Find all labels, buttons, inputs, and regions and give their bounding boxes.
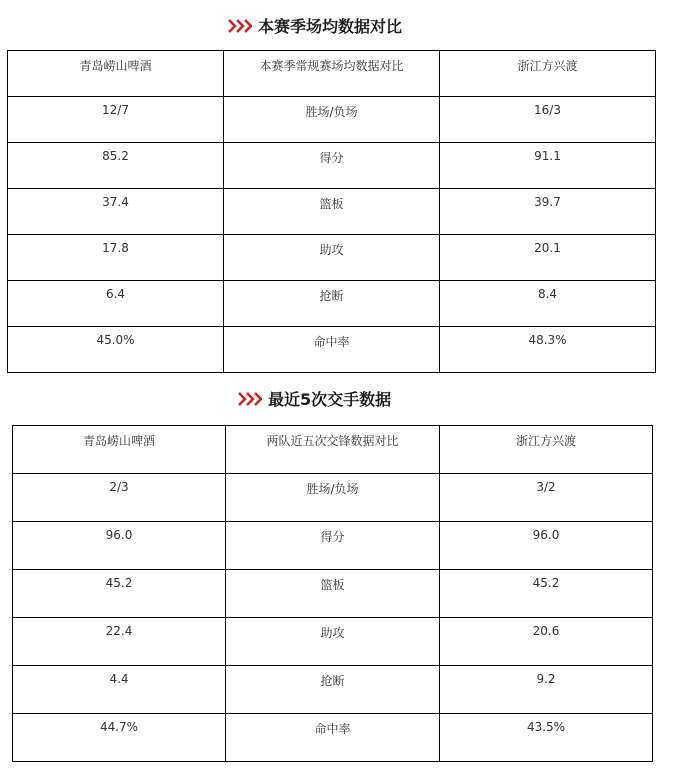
triple-chevron-right-icon <box>238 392 262 406</box>
left-value-cell: 85.2 <box>8 143 224 189</box>
left-value-cell: 44.7% <box>13 714 226 762</box>
section-title-text: 最近5次交手数据 <box>268 390 392 409</box>
table-row <box>8 235 656 281</box>
section-title-text: 本赛季场均数据对比 <box>258 17 403 36</box>
stat-label-cell: 篮板 <box>224 189 440 235</box>
table-header-row <box>8 51 656 97</box>
left-value-cell: 37.4 <box>8 189 224 235</box>
left-value-cell: 6.4 <box>8 281 224 327</box>
team-left-header: 青岛崂山啤酒 <box>13 426 226 474</box>
right-value-cell: 16/3 <box>440 97 656 143</box>
recent-matchups-table <box>12 425 653 762</box>
section-title-season-averages <box>228 14 402 37</box>
table-row <box>13 666 653 714</box>
stat-label-cell: 助攻 <box>224 235 440 281</box>
table-row <box>13 570 653 618</box>
comparison-header: 两队近五次交锋数据对比 <box>226 426 440 474</box>
stat-label-cell: 抢断 <box>224 281 440 327</box>
right-value-cell: 8.4 <box>440 281 656 327</box>
stat-label-cell: 篮板 <box>226 570 440 618</box>
stat-label-cell: 命中率 <box>226 714 440 762</box>
table-row <box>8 143 656 189</box>
table-row <box>13 618 653 666</box>
stat-label-cell: 抢断 <box>226 666 440 714</box>
left-value-cell: 12/7 <box>8 97 224 143</box>
section-title-recent-matchups <box>238 387 391 410</box>
season-averages-table <box>7 50 656 373</box>
left-value-cell: 4.4 <box>13 666 226 714</box>
right-value-cell: 96.0 <box>440 522 653 570</box>
left-value-cell: 96.0 <box>13 522 226 570</box>
stat-label-cell: 得分 <box>224 143 440 189</box>
right-value-cell: 20.1 <box>440 235 656 281</box>
triple-chevron-right-icon <box>228 19 252 33</box>
right-value-cell: 43.5% <box>440 714 653 762</box>
left-value-cell: 45.2 <box>13 570 226 618</box>
right-value-cell: 48.3% <box>440 327 656 373</box>
stat-label-cell: 胜场/负场 <box>224 97 440 143</box>
left-value-cell: 2/3 <box>13 474 226 522</box>
table-header-row <box>13 426 653 474</box>
left-value-cell: 17.8 <box>8 235 224 281</box>
right-value-cell: 3/2 <box>440 474 653 522</box>
stat-label-cell: 胜场/负场 <box>226 474 440 522</box>
right-value-cell: 45.2 <box>440 570 653 618</box>
table-row <box>13 522 653 570</box>
right-value-cell: 20.6 <box>440 618 653 666</box>
right-value-cell: 39.7 <box>440 189 656 235</box>
table-row <box>8 327 656 373</box>
stat-label-cell: 得分 <box>226 522 440 570</box>
stat-label-cell: 命中率 <box>224 327 440 373</box>
team-left-header: 青岛崂山啤酒 <box>8 51 224 97</box>
left-value-cell: 45.0% <box>8 327 224 373</box>
table-row <box>8 189 656 235</box>
table-row <box>13 714 653 762</box>
team-right-header: 浙江方兴渡 <box>440 51 656 97</box>
left-value-cell: 22.4 <box>13 618 226 666</box>
comparison-header: 本赛季常规赛场均数据对比 <box>224 51 440 97</box>
stat-label-cell: 助攻 <box>226 618 440 666</box>
team-right-header: 浙江方兴渡 <box>440 426 653 474</box>
table-row <box>13 474 653 522</box>
right-value-cell: 91.1 <box>440 143 656 189</box>
table-row <box>8 97 656 143</box>
right-value-cell: 9.2 <box>440 666 653 714</box>
table-row <box>8 281 656 327</box>
